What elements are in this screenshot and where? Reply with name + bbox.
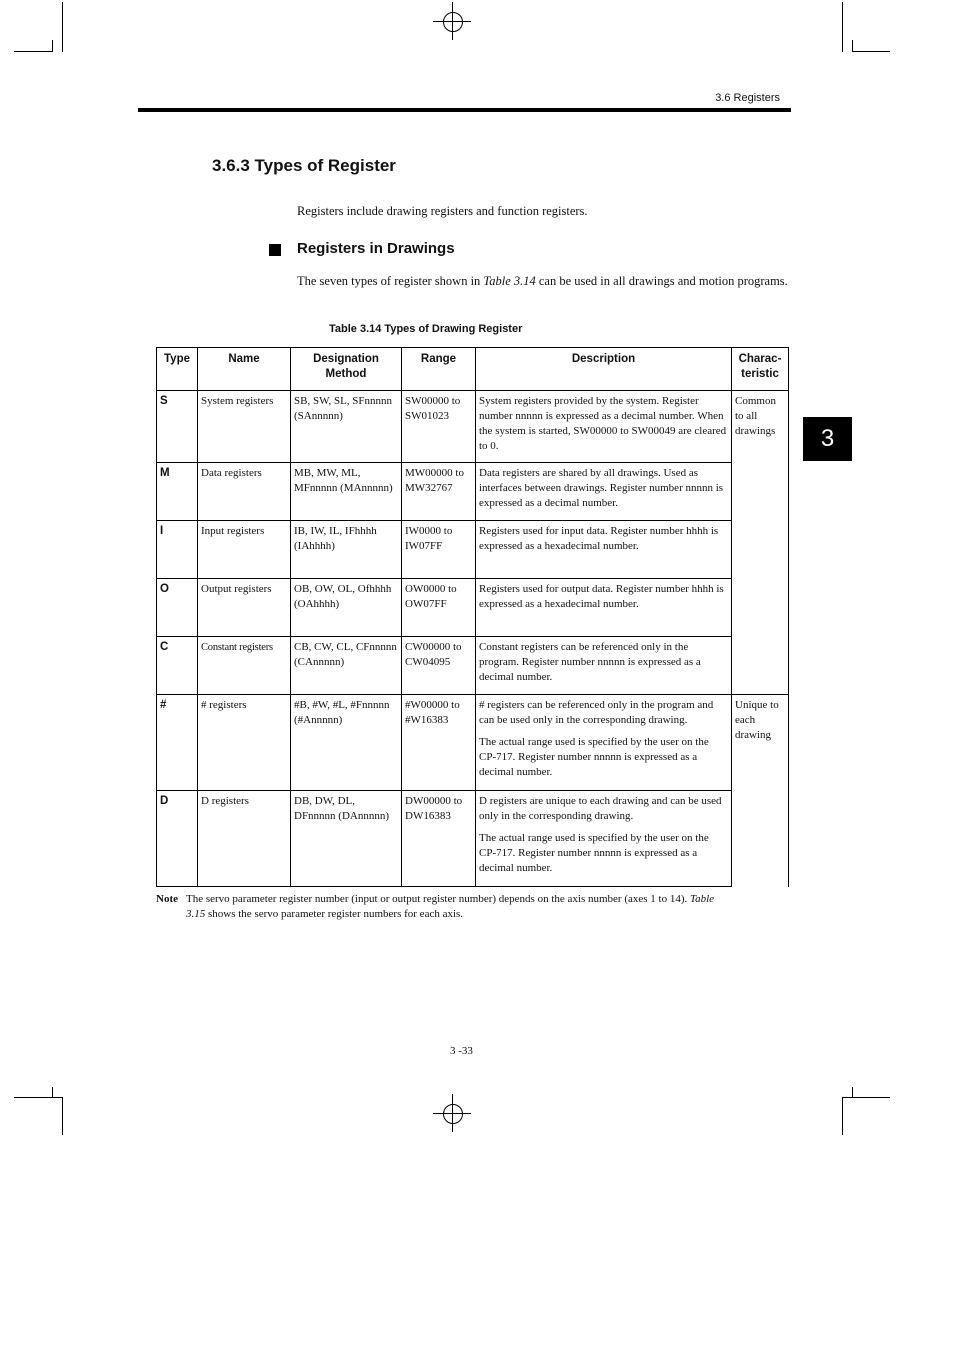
table-row	[157, 637, 789, 695]
cell-designation: DB, DW, DL, DFnnnnn (DAnnnnn)	[291, 791, 402, 887]
note-label: Note	[156, 893, 178, 905]
crop-mark	[14, 1097, 62, 1098]
cell-type: M	[157, 463, 198, 521]
note-text	[186, 892, 716, 922]
crop-mark	[852, 51, 890, 52]
subsection-title: Registers in Drawings	[297, 240, 455, 257]
note-text-part: The servo parameter register number (input or output register number) depends on the axis number (axes 1 to 14).	[186, 893, 691, 905]
registration-circle	[443, 1104, 463, 1124]
header-type: Type	[157, 348, 198, 391]
chapter-tab: 3	[803, 417, 852, 461]
cell-description: Registers used for input data. Register number hhhh is expressed as a hexadecimal number.	[476, 521, 732, 579]
cell-range: MW00000 to MW32767	[402, 463, 476, 521]
cell-designation: CB, CW, CL, CFnnnnn (CAnnnnn)	[291, 637, 402, 695]
cell-range: CW00000 to CW04095	[402, 637, 476, 695]
table-row	[157, 463, 789, 521]
register-table	[156, 347, 789, 887]
cell-range: OW0000 to OW07FF	[402, 579, 476, 637]
cell-name: Input registers	[198, 521, 291, 579]
cell-range: SW00000 to SW01023	[402, 391, 476, 463]
cell-description: Data registers are shared by all drawings. Used as interfaces between drawings. Register number nnnnn is expressed as a decimal number.	[476, 463, 732, 521]
cell-description	[476, 791, 732, 887]
cell-type: C	[157, 637, 198, 695]
table-reference-link[interactable]: Table 3.14	[483, 274, 536, 288]
header-description: Description	[476, 348, 732, 391]
cell-designation: SB, SW, SL, SFnnnnn (SAnnnnn)	[291, 391, 402, 463]
description-part: The actual range used is specified by the user on the CP-717. Register number nnnnn is expressed as a decimal number.	[479, 736, 709, 778]
cell-name: System registers	[198, 391, 291, 463]
cell-name: Constant registers	[198, 637, 291, 695]
cell-name: # registers	[198, 695, 291, 791]
registration-mark	[433, 21, 471, 22]
square-bullet-icon	[269, 244, 281, 256]
header-designation: Designation Method	[291, 348, 402, 391]
cell-name: Data registers	[198, 463, 291, 521]
cell-type: O	[157, 579, 198, 637]
header-rule	[138, 108, 791, 112]
cell-name: D registers	[198, 791, 291, 887]
table-header-row	[157, 348, 789, 391]
crop-mark	[52, 1087, 53, 1097]
cell-type: S	[157, 391, 198, 463]
crop-mark	[52, 40, 53, 52]
header-characteristic: Charac-teristic	[732, 348, 789, 391]
cell-description: System registers provided by the system. Register number nnnnn is expressed as a decimal number. When the system is started, SW00000 to SW00049 are cleared to 0.	[476, 391, 732, 463]
crop-mark	[842, 1097, 890, 1098]
cell-designation: #B, #W, #L, #Fnnnnn (#Annnnn)	[291, 695, 402, 791]
crop-mark	[852, 1087, 853, 1097]
cell-range: #W00000 to #W16383	[402, 695, 476, 791]
cell-description: Registers used for output data. Register number hhhh is expressed as a hexadecimal number.	[476, 579, 732, 637]
note	[156, 892, 716, 922]
subsection-paragraph	[297, 271, 789, 291]
header-range: Range	[402, 348, 476, 391]
table-row	[157, 521, 789, 579]
cell-type: I	[157, 521, 198, 579]
section-title: 3.6.3 Types of Register	[212, 156, 396, 175]
cell-designation: MB, MW, ML, MFnnnnn (MAnnnnn)	[291, 463, 402, 521]
crop-mark	[842, 1097, 843, 1135]
table-row	[157, 391, 789, 463]
cell-name: Output registers	[198, 579, 291, 637]
crop-mark	[852, 40, 853, 52]
registration-circle	[443, 12, 463, 32]
note-text-part: shows the servo parameter register numbers for each axis.	[205, 908, 464, 920]
crop-mark	[14, 51, 52, 52]
table-row	[157, 695, 789, 791]
cell-range: IW0000 to IW07FF	[402, 521, 476, 579]
para-text: can be used in all drawings and motion programs.	[535, 274, 788, 288]
table-caption: Table 3.14 Types of Drawing Register	[329, 323, 523, 335]
header-name: Name	[198, 348, 291, 391]
cell-characteristic: Unique to each drawing	[732, 695, 789, 887]
cell-designation: IB, IW, IL, IFhhhh (IAhhhh)	[291, 521, 402, 579]
description-part: # registers can be referenced only in the program and can be used only in the corresponding drawing.	[479, 699, 714, 726]
description-part: The actual range used is specified by the user on the CP-717. Register number nnnnn is expressed as a decimal number.	[479, 832, 709, 874]
page-number: 3 -33	[450, 1045, 473, 1057]
table-row	[157, 791, 789, 887]
section-intro: Registers include drawing registers and function registers.	[297, 204, 588, 218]
description-part: D registers are unique to each drawing and can be used only in the corresponding drawing.	[479, 795, 722, 822]
crop-mark	[842, 2, 843, 52]
registration-mark	[433, 1113, 471, 1114]
crop-mark	[62, 1097, 63, 1135]
cell-type: #	[157, 695, 198, 791]
cell-range: DW00000 to DW16383	[402, 791, 476, 887]
table-reference-link[interactable]: Table 3.15	[186, 893, 715, 920]
para-text: The seven types of register shown in	[297, 274, 484, 288]
table-row	[157, 579, 789, 637]
cell-designation: OB, OW, OL, Ofhhhh (OAhhhh)	[291, 579, 402, 637]
cell-characteristic: Common to all drawings	[732, 391, 789, 695]
running-head: 3.6 Registers	[715, 92, 780, 104]
crop-mark	[62, 2, 63, 52]
cell-type: D	[157, 791, 198, 887]
cell-description	[476, 695, 732, 791]
cell-description: Constant registers can be referenced only in the program. Register number nnnnn is expressed as a decimal number.	[476, 637, 732, 695]
